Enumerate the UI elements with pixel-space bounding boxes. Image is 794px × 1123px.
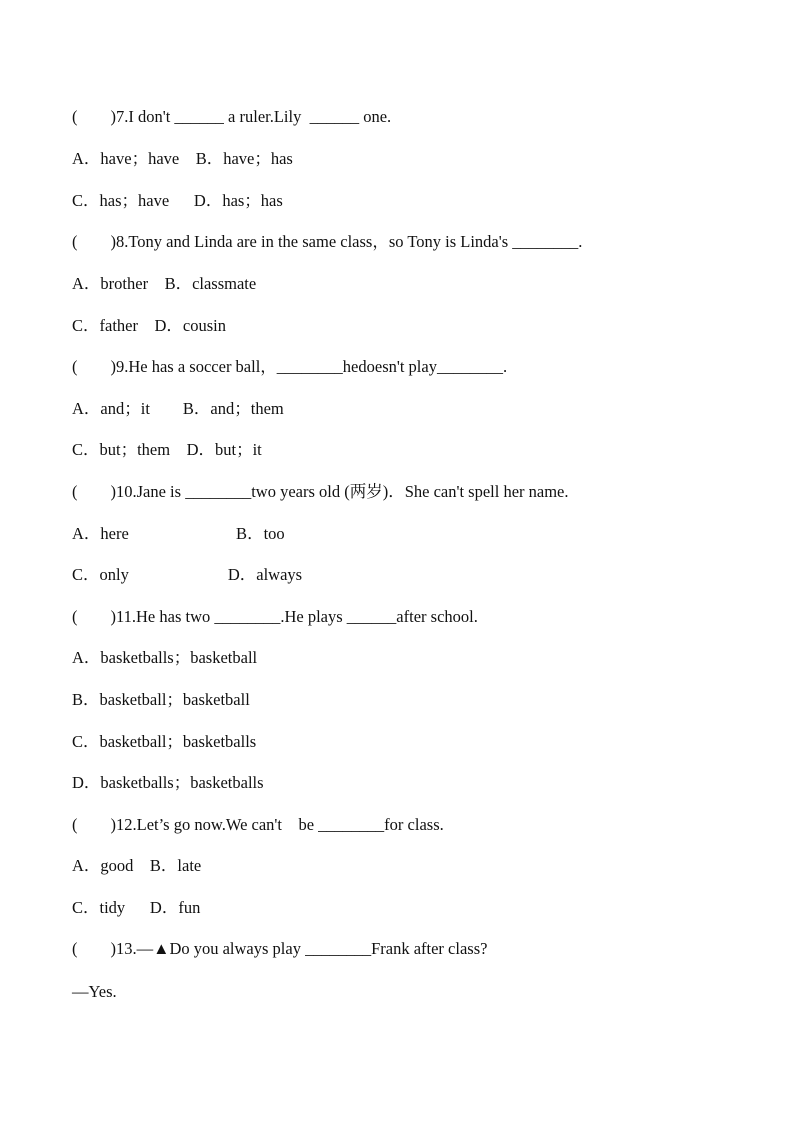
q10-options-ab: A．here B．too	[72, 524, 285, 543]
q12-options-cd: C．tidy D．fun	[72, 898, 201, 917]
q8-options-ab: A．brother B．classmate	[72, 274, 257, 293]
question-11: ( )11.He has two ________.He plays ______after school.	[72, 607, 478, 626]
q7-options-ab: A．have；have B．have；has	[72, 149, 293, 168]
q10-options-cd: C．only D．always	[72, 565, 303, 584]
question-12: ( )12.Let’s go now.We can't be ________for class.	[72, 815, 444, 834]
q7-options-cd: C．has；have D．has；has	[72, 191, 283, 210]
q12-options-ab: A．good B．late	[72, 856, 202, 875]
question-13: ( )13.—▲Do you always play ________Frank after class?	[72, 939, 488, 958]
q11-option-b: B．basketball；basketball	[72, 690, 250, 709]
q9-options-ab: A．and；it B．and；them	[72, 399, 284, 418]
q13-answer: —Yes.	[72, 982, 117, 1001]
q11-option-c: C．basketball；basketballs	[72, 732, 257, 751]
question-9: ( )9.He has a soccer ball，________hedoesn't play________.	[72, 357, 508, 376]
q9-options-cd: C．but；them D．but；it	[72, 440, 262, 459]
q8-options-cd: C．father D．cousin	[72, 316, 226, 335]
q11-option-d: D．basketballs；basketballs	[72, 773, 264, 792]
q11-option-a: A．basketballs；basketball	[72, 648, 258, 667]
question-10: ( )10.Jane is ________two years old (两岁)．She can't spell her name.	[72, 482, 569, 501]
question-8: ( )8.Tony and Linda are in the same class，so Tony is Linda's ________.	[72, 232, 583, 251]
question-7: ( )7.I don't ______ a ruler.Lily ______ one.	[72, 107, 392, 126]
